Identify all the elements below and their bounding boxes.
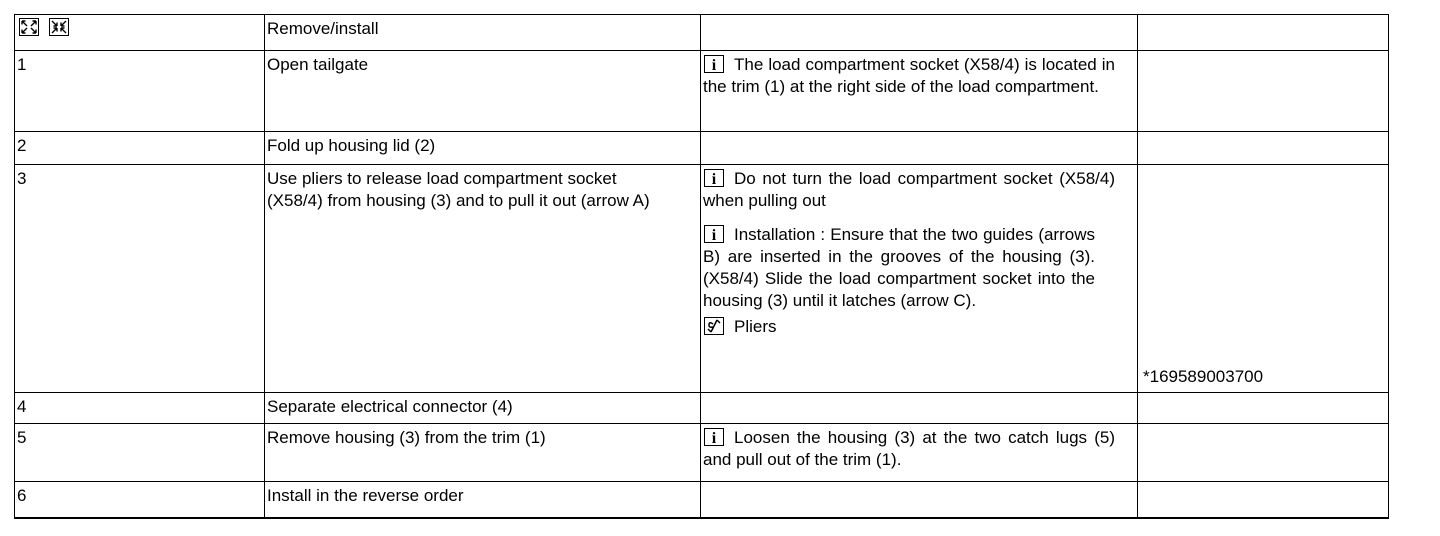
part-number [1138,482,1389,518]
step-number: 5 [15,424,265,482]
part-number [1138,393,1389,424]
info-icon [704,169,724,187]
header-icons-cell [15,15,265,51]
svg-text:i: i [711,171,717,187]
table-row [15,393,1389,424]
tool-icon [704,317,724,335]
step-action: Open tailgate [265,51,701,132]
procedure-table [14,14,1389,519]
note: i The load compartment socket (X58/4) is located in the trim (1) at the right side of the load compartment. [703,55,1115,96]
svg-text:i: i [711,430,717,446]
step-action: Install in the reverse order [265,482,701,518]
step-action: Use pliers to release load compartment socket (X58/4) from housing (3) and to pull it out (arrow A) [265,165,701,393]
table-row [15,482,1389,518]
step-notes [701,165,1138,393]
table-row [15,424,1389,482]
step-notes [701,482,1138,518]
step-notes [701,424,1138,482]
expand-arrows-icon[interactable] [19,18,39,36]
info-icon [704,225,724,243]
note: i Loosen the housing (3) at the two catch lugs (5) and pull out of the trim (1). [703,428,1115,469]
info-icon [704,55,724,73]
step-number: 4 [15,393,265,424]
step-number: 2 [15,132,265,165]
svg-text:i: i [711,57,717,73]
step-action: Separate electrical connector (4) [265,393,701,424]
step-notes [701,393,1138,424]
step-action: Remove housing (3) from the trim (1) [265,424,701,482]
part-number [1138,51,1389,132]
note: Pliers [703,316,1135,338]
part-number: *169589003700 [1138,165,1389,393]
note: i Do not turn the load compartment socket (X58/4) when pulling out [703,169,1115,210]
collapse-arrows-icon[interactable] [49,18,69,36]
step-number: 6 [15,482,265,518]
table-row [15,51,1389,132]
step-notes [701,132,1138,165]
part-number [1138,424,1389,482]
step-action: Fold up housing lid (2) [265,132,701,165]
note: i Installation : Ensure that the two guides (arrows B) are inserted in the grooves of the housing (3). (X58/4) Slide the load compartment socket into the housing (3) until it latches (arrow C). [703,225,1095,310]
table-row [15,165,1389,393]
step-number: 3 [15,165,265,393]
header-row [15,15,1389,51]
table-row [15,132,1389,165]
info-icon [704,428,724,446]
step-notes [701,51,1138,132]
part-number [1138,132,1389,165]
header-title: Remove/install [265,15,701,51]
step-number: 1 [15,51,265,132]
svg-text:i: i [711,227,717,243]
